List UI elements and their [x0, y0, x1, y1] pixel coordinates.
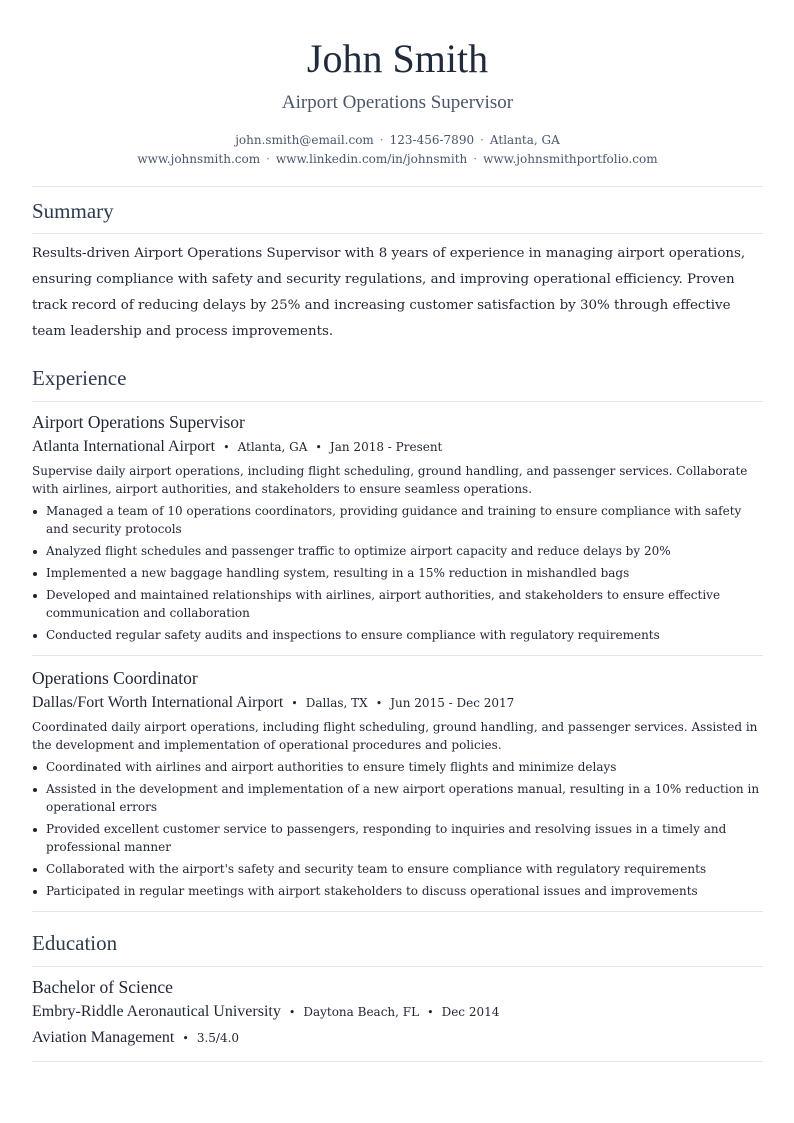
- contact-separator: ·: [473, 152, 478, 166]
- company-name: Dallas/Fort Worth International Airport: [32, 694, 284, 711]
- school-name: Embry-Riddle Aeronautical University: [32, 1003, 281, 1020]
- gpa-value: 3.5/4.0: [196, 1031, 240, 1045]
- section-heading-education: Education: [32, 931, 118, 955]
- meta-separator: •: [291, 697, 298, 710]
- job-title: Airport Operations Supervisor: [32, 412, 245, 432]
- major-meta: [32, 1028, 763, 1049]
- divider: [32, 186, 763, 187]
- contact-separator: ·: [480, 133, 484, 147]
- contact-separator: ·: [379, 133, 384, 147]
- divider: [32, 233, 763, 234]
- summary-section: [32, 198, 763, 345]
- contact-separator: ·: [266, 152, 270, 166]
- contact-line-primary: [32, 131, 763, 150]
- education-section: [32, 930, 763, 1062]
- resume-content: [32, 0, 763, 1062]
- resume-header: [32, 0, 763, 169]
- list-item: Assisted in the development and implementation of a new airport operations manual, resulting in a 10% reduction in operational errors: [32, 780, 763, 816]
- job-entry: [32, 411, 763, 644]
- job-title: Operations Coordinator: [32, 668, 198, 688]
- school-location: Daytona Beach, FL: [303, 1005, 420, 1019]
- job-dates: Jan 2018 - Present: [329, 440, 443, 454]
- meta-separator: •: [315, 441, 322, 454]
- job-description: Supervise daily airport operations, including flight scheduling, ground handling, and passenger services. Collaborate with airlines, airport authorities, and stakeholders to ensure seamless operations.: [32, 464, 748, 496]
- linkedin-link[interactable]: www.linkedin.com/in/johnsmith: [275, 152, 468, 166]
- list-item: Collaborated with the airport's safety and security team to ensure compliance with regulatory requirements: [32, 860, 763, 878]
- location-text: Atlanta, GA: [489, 133, 560, 147]
- meta-separator: •: [182, 1032, 189, 1045]
- contact-line-links: [32, 150, 763, 169]
- meta-separator: •: [427, 1006, 434, 1019]
- candidate-name: John Smith: [306, 36, 489, 81]
- candidate-title: Airport Operations Supervisor: [281, 92, 514, 113]
- job-entry: [32, 667, 763, 900]
- list-item: Implemented a new baggage handling system, resulting in a 15% reduction in mishandled bags: [32, 564, 763, 582]
- divider: [32, 655, 763, 656]
- email-link[interactable]: john.smith@email.com: [235, 133, 374, 147]
- job-meta: [32, 437, 763, 458]
- divider: [32, 401, 763, 402]
- job-dates: Jun 2015 - Dec 2017: [390, 696, 515, 710]
- graduation-date: Dec 2014: [441, 1005, 500, 1019]
- meta-separator: •: [288, 1006, 296, 1019]
- portfolio-link[interactable]: www.johnsmithportfolio.com: [483, 152, 658, 166]
- job-location: Dallas, TX: [305, 696, 368, 710]
- job-bullet-list: [32, 758, 763, 900]
- list-item: Developed and maintained relationships with airlines, airport authorities, and stakeholders to ensure effective communication and collaboration: [32, 586, 763, 622]
- section-heading-summary: Summary: [32, 199, 114, 223]
- summary-text: Results-driven Airport Operations Supervisor with 8 years of experience in managing airport operations, ensuring compliance with safety and security regulations, and improving operational efficiency. Proven track record of reducing delays by 25% and increasing customer satisfaction by 30% through effective team leadership and process improvements.: [32, 246, 746, 339]
- divider: [32, 966, 763, 967]
- school-meta: [32, 1002, 763, 1023]
- section-heading-experience: Experience: [32, 366, 127, 390]
- website-link[interactable]: www.johnsmith.com: [137, 152, 261, 166]
- divider: [32, 1061, 763, 1062]
- divider: [32, 911, 763, 912]
- list-item: Coordinated with airlines and airport authorities to ensure timely flights and minimize delays: [32, 758, 763, 776]
- meta-separator: •: [223, 441, 230, 454]
- list-item: Managed a team of 10 operations coordinators, providing guidance and training to ensure compliance with safety and security protocols: [32, 502, 763, 538]
- phone-number[interactable]: 123-456-7890: [389, 133, 475, 147]
- major-name: Aviation Management: [32, 1029, 175, 1046]
- company-name: Atlanta International Airport: [32, 438, 216, 455]
- job-description: Coordinated daily airport operations, including flight scheduling, ground handling, and passenger services. Assisted in the development and implementation of operational procedures and policies.: [32, 720, 758, 752]
- list-item: Analyzed flight schedules and passenger traffic to optimize airport capacity and reduce delays by 20%: [32, 542, 763, 560]
- list-item: Conducted regular safety audits and inspections to ensure compliance with regulatory requirements: [32, 626, 763, 644]
- job-bullet-list: [32, 502, 763, 644]
- list-item: Provided excellent customer service to passengers, responding to inquiries and resolving issues in a timely and professional manner: [32, 820, 763, 856]
- job-meta: [32, 693, 763, 714]
- degree-title: Bachelor of Science: [32, 977, 173, 997]
- job-location: Atlanta, GA: [237, 440, 308, 454]
- experience-section: [32, 365, 763, 912]
- meta-separator: •: [375, 697, 383, 710]
- list-item: Participated in regular meetings with airport stakeholders to discuss operational issues and improvements: [32, 882, 763, 900]
